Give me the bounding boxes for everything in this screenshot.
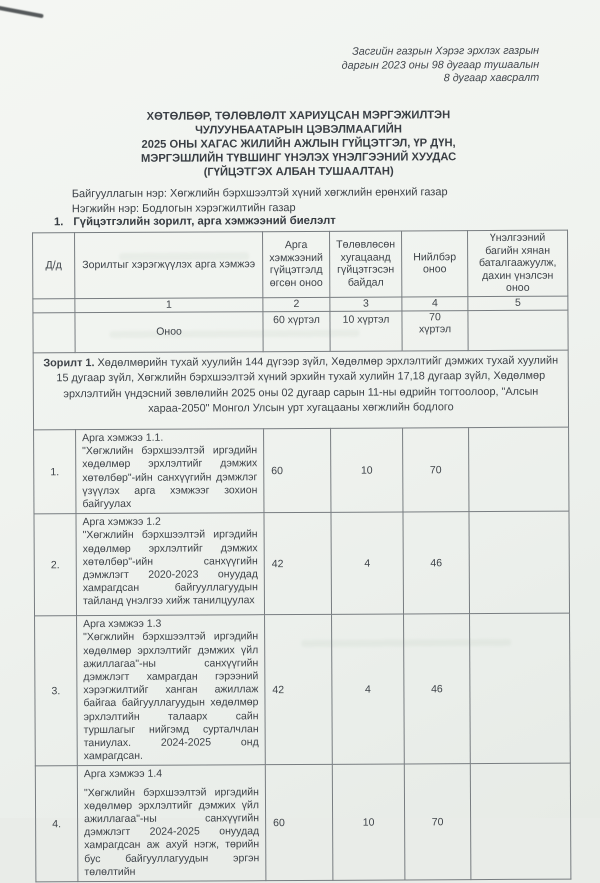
unit-name-line: Нэгжийн нэр: Бодлогын хэрэгжилтийн газар	[71, 201, 296, 215]
timeliness-cell: 4	[331, 512, 404, 614]
col-header-timeliness: Төлөвлөсөн хугацаанд гүйцэтгэсэн байдал	[330, 231, 402, 297]
index-cell: 3	[330, 297, 402, 311]
row-number-cell: 4.	[35, 766, 78, 882]
table-row	[35, 613, 571, 766]
scan-corner-artifact	[0, 5, 44, 18]
document-title	[0, 107, 599, 180]
score-given-cell: 42	[265, 615, 333, 766]
table-row	[35, 764, 571, 882]
document-title-line: 2025 ОНЫ ХАГАС ЖИЛИЙН АЖЛЫН ГҮЙЦЭТГЭЛ, ҮР ДҮН,	[141, 137, 456, 151]
max-score-total: 70 хүртэл	[402, 311, 468, 351]
timeliness-cell: 10	[331, 428, 403, 513]
section-heading-text: Гүйцэтгэлийн зорилт, арга хэмжээний биелэлт	[73, 214, 336, 229]
document-title-line: (ГҮЙЦЭТГЭХ АЛБАН ТУШААЛТАН)	[203, 165, 394, 179]
col-header-reviewed: Үнэлгээний багийн хянан баталгаажуулж, дахин үнэлсэн оноо	[468, 230, 568, 296]
timeliness-cell: 4	[332, 614, 405, 765]
measure-cell	[76, 429, 264, 514]
table-row	[34, 427, 569, 514]
organization-block	[72, 185, 448, 216]
reviewed-score-cell	[470, 613, 571, 764]
approval-note-line: 8 дугаар хавсралт	[443, 71, 540, 85]
measure-text: "Хөгжлийн бэрхшээлтэй иргэдийн хөдөлмөр эрхлэлтийг дэмжих үйл ажиллагаа"-ны санхүүгийн дэмжлэгт хамрагдан гэрээний хэрэгжилтийг ханган ажиллаж байгаа байгууллагуудын хөдөлмөр эрхлэлтийн талаарх сайн туршлагыг нийгэмд сурталчлан таниулах. 2024-2025 онд хамрагдсан.	[83, 630, 259, 763]
score-given-cell: 60	[264, 428, 331, 513]
max-score-empty-cell	[33, 313, 75, 353]
goal-banner-row	[33, 350, 568, 430]
reviewed-score-cell	[469, 427, 569, 512]
timeliness-cell: 10	[332, 764, 405, 880]
index-cell: 4	[402, 297, 468, 311]
document-title-line: ХӨТӨЛБӨР, ТӨЛӨВЛӨЛТ ХАРИУЦСАН МЭРГЭЖИЛТЭН	[146, 109, 451, 123]
measure-cell	[77, 615, 266, 766]
total-score-cell: 70	[404, 764, 471, 880]
total-score-cell: 46	[404, 614, 471, 765]
table-row	[34, 511, 570, 616]
index-cell: 5	[468, 296, 568, 311]
col-header-measure: Зорилтыг хэрэгжүүлэх арга хэмжээ	[75, 232, 263, 299]
row-number-cell: 3.	[35, 616, 78, 766]
col-header-score-given: Арга хэмжээний гүйцэтгэлд өгсөн оноо	[263, 231, 330, 297]
measure-title: Арга хэмжээ 1.3	[83, 617, 162, 631]
document-title-line: ЧУЛУУНБААТАРЫН ЦЭВЭЛМААГИЙН	[195, 123, 402, 137]
goal-banner-label: Зорилт 1.	[43, 357, 95, 370]
max-score-given: 60 хүртэл	[263, 311, 330, 351]
performance-evaluation-table	[32, 230, 571, 883]
index-cell	[33, 299, 75, 313]
section-number: 1.	[53, 216, 64, 229]
measure-text: "Хөгжлийн бэрхшээлтэй иргэдийн хөдөлмөр эрхлэлтийг дэмжих үйл ажиллагаа"-ны санхүүгийн дэмжлэгт 2024-2025 онуудад хамрагдсан аж ахуй нэгж, төрийн бус байгууллагуудын эргэн төлөлтийн	[83, 785, 260, 878]
row-number-cell: 1.	[34, 430, 76, 514]
index-cell: 2	[263, 297, 330, 311]
total-score-cell: 46	[403, 512, 470, 614]
max-score-row	[33, 310, 568, 353]
measure-title: Арга хэмжээ 1.4	[83, 768, 163, 781]
measure-text: "Хөгжлийн бэрхшээлтэй иргэдийн хөдөлмөр эрхлэлтийг дэмжих хөтөлбөр"-ийн санхүүгийн дэмжлэгт 2020-2023 онуудад хамрагдсан байгууллагуудын тайланд үнэлгээ хийж танилцуулах	[82, 528, 258, 608]
goal-banner-cell	[33, 350, 568, 430]
score-given-cell: 42	[264, 513, 332, 615]
measure-title: Арга хэмжээ 1.1.	[82, 431, 164, 445]
score-given-cell: 60	[265, 765, 333, 881]
measure-title: Арга хэмжээ 1.2	[82, 515, 161, 529]
total-score-cell: 70	[403, 428, 469, 513]
col-header-total: Нийлбэр оноо	[402, 231, 468, 297]
col-header-dd: Д/д	[33, 233, 75, 299]
organization-name-line: Байгууллагын нэр: Хөгжлийн бэрхшээлтэй хүний хөгжлийн ерөнхий газар	[71, 186, 448, 201]
max-score-reviewed	[468, 310, 568, 351]
row-number-cell: 2.	[34, 514, 77, 616]
approval-note-line: даргын 2023 оны 98 дугаар тушаалын	[341, 58, 540, 72]
goal-banner-text: Хөдөлмөрийн тухай хуулийн 144 дүгээр зүйл, Хөдөлмөр эрхлэлтийг дэмжих тухай хуулийн 15 дугаар зүйл, Хөгжлийн бэрхшээлтэй хүний эрхийн тухай хулийн 17,18 дугаар зүйл, Хөдөлмөр эрхлэлтийн үндэсний зөвлөлийн 2025 оны 02 дугаар сарын 11-ны өдрийн тогтоолоор, "Алсын хараа-2050" Монгол Улсын урт хугацааны хөгжлийн бодлого	[56, 354, 559, 415]
max-score-label: Оноо	[75, 312, 263, 353]
approval-note-line: Засгийн газрын Хэрэг эрхлэх газрын	[352, 44, 540, 58]
section-heading	[54, 215, 336, 228]
approval-note	[341, 45, 539, 87]
reviewed-score-cell	[470, 764, 571, 880]
document-title-line: МЭРГЭШЛИЙН ТҮВШИНГ ҮНЭЛЭХ ҮНЭЛГЭЭНИЙ ХУУДАС	[141, 151, 457, 165]
measure-text: "Хөгжлийн бэрхшээлтэй иргэдийн хөдөлмөр эрхлэлтийг дэмжих хөтөлбөр"-ийн санхүүгийн дэмжлэг үзүүлэх арга хэмжээг зохион байгуулах	[82, 444, 258, 511]
index-cell: 1	[75, 298, 263, 313]
max-score-timeliness: 10 хүртэл	[330, 311, 402, 351]
table-header-row	[33, 230, 568, 299]
measure-cell	[76, 513, 265, 616]
measure-cell	[77, 765, 266, 882]
reviewed-score-cell	[469, 511, 570, 614]
